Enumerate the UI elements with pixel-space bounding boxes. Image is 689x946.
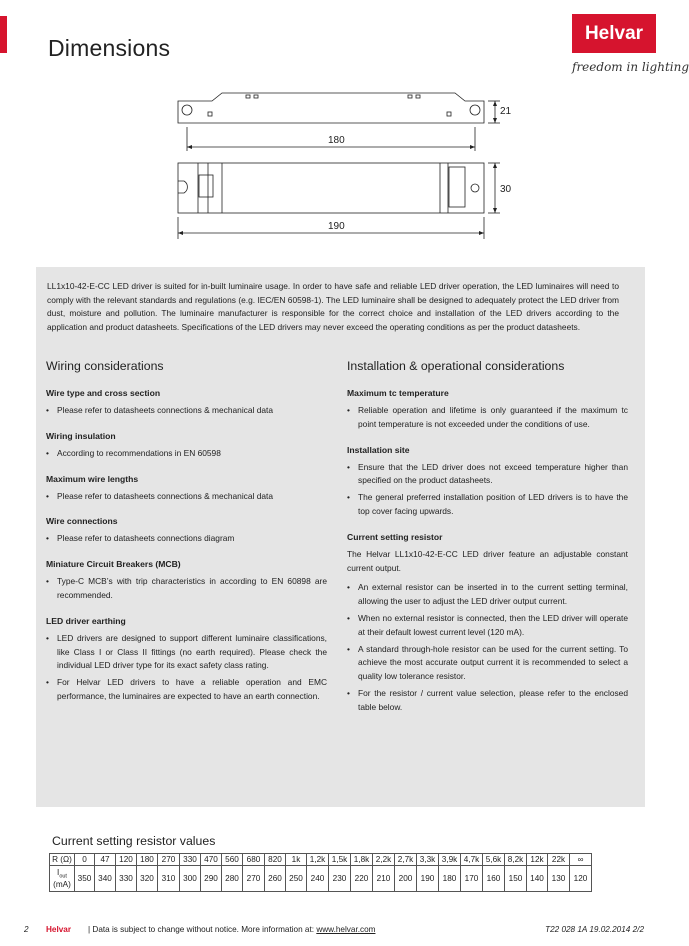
current-cell: 120 (570, 866, 592, 892)
current-cell: 330 (116, 866, 137, 892)
list-item: • Ensure that the LED driver does not exceed temperature higher than specified on the product datasheets. (347, 461, 628, 489)
dimension-width-inner-label: 180 (328, 135, 345, 146)
dimension-drawing (150, 85, 520, 245)
current-cell: 230 (329, 866, 351, 892)
resistance-cell: 8,2k (505, 854, 527, 866)
resistance-cell: 180 (137, 854, 158, 866)
current-cell: 220 (351, 866, 373, 892)
resistance-cell: 1,8k (351, 854, 373, 866)
resistance-cell: 12k (527, 854, 548, 866)
tc-temperature-heading: Maximum tc temperature (347, 388, 449, 398)
current-cell: 140 (527, 866, 548, 892)
resistance-cell: 120 (116, 854, 137, 866)
list-item: • Please refer to datasheets connections & mechanical data (46, 490, 327, 504)
earthing-heading: LED driver earthing (46, 615, 126, 626)
resistance-cell: 1k (286, 854, 307, 866)
resistance-cell: 270 (158, 854, 180, 866)
list-item: • An external resistor can be inserted in to the current setting terminal, allowing the user to adjust the LED driver output current. (347, 581, 628, 609)
dimension-height-label: 21 (500, 106, 512, 117)
resistor-table (49, 853, 592, 892)
resistance-cell: ∞ (570, 854, 592, 866)
resistance-label: R (Ω) (50, 854, 75, 866)
list-item: • Type-C MCB’s with trip characteristics in according to EN 60898 are recommended. (46, 575, 327, 603)
current-cell: 270 (243, 866, 265, 892)
resistance-cell: 2,2k (373, 854, 395, 866)
footer-note-text: | Data is subject to change without notice. More information at: (88, 925, 317, 934)
resistance-cell: 3,3k (417, 854, 439, 866)
resistance-cell: 2,7k (395, 854, 417, 866)
info-panel (36, 267, 645, 807)
footer-brand: Helvar (46, 925, 72, 934)
current-cell: 320 (137, 866, 158, 892)
current-label-unit: (mA) (53, 879, 71, 889)
current-cell: 150 (505, 866, 527, 892)
helvar-logo: Helvar (572, 14, 656, 53)
table-title: Current setting resistor values (52, 834, 216, 848)
mcb-heading: Miniature Circuit Breakers (MCB) (46, 559, 181, 570)
list-item: • The general preferred installation position of LED drivers is to have the top cover facing upwards. (347, 491, 628, 519)
current-cell: 170 (461, 866, 483, 892)
wire-type-heading: Wire type and cross section (46, 388, 161, 398)
resistance-cell: 0 (75, 854, 95, 866)
document-reference: T22 028 1A 19.02.2014 2/2 (545, 925, 644, 934)
installation-title: Installation & operational considerations (347, 359, 565, 373)
resistance-cell: 330 (180, 854, 201, 866)
list-item: • Please refer to datasheets connections diagram (46, 532, 327, 546)
list-item: • For Helvar LED drivers to have a reliable operation and EMC performance, the luminaires are expected to have an earth connection. (46, 676, 327, 704)
resistance-cell: 1,2k (307, 854, 329, 866)
resistance-cell: 820 (265, 854, 286, 866)
current-cell: 240 (307, 866, 329, 892)
logo-tagline: freedom in lighting (572, 60, 689, 74)
list-item: • A standard through-hole resistor can be used for the current setting. To achieve the most accurate output current it is recommended to select a quality low tolerance resistor. (347, 643, 628, 684)
resistance-cell: 680 (243, 854, 265, 866)
resistance-row (50, 854, 592, 866)
current-label-sub: out (59, 873, 67, 880)
list-item: • Reliable operation and lifetime is only guaranteed if the maximum tc point temperature is not exceeded under the conditions of use. (347, 404, 628, 432)
current-cell: 190 (417, 866, 439, 892)
list-item: • According to recommendations in EN 60598 (46, 447, 327, 461)
list-item: • For the resistor / current value selection, please refer to the enclosed table below. (347, 687, 628, 715)
current-cell: 310 (158, 866, 180, 892)
list-item: • LED drivers are designed to support different luminaire classifications, like Class I or Class II fittings (no earth required). Please check the individual LED driver type for its exact safety class rating. (46, 632, 327, 673)
wiring-column (46, 359, 327, 717)
dimension-width-outer-label: 190 (328, 221, 345, 232)
resistance-cell: 47 (95, 854, 116, 866)
installation-column (347, 359, 628, 728)
current-row (50, 866, 592, 892)
resistance-cell: 1,5k (329, 854, 351, 866)
dimension-depth-label: 30 (500, 184, 512, 195)
resistance-cell: 5,6k (483, 854, 505, 866)
current-cell: 210 (373, 866, 395, 892)
current-cell: 280 (222, 866, 243, 892)
current-cell: 130 (548, 866, 570, 892)
current-cell: 340 (95, 866, 116, 892)
intro-paragraph: LL1x10-42-E-CC LED driver is suited for in-built luminaire usage. In order to have safe and reliable LED driver operation, the LED luminaires will need to comply with the relevant standards and regulations (e.g. IEC/EN 60598-1). The LED luminaire shall be designed to adequately protect the LED driver from dust, moisture and pollution. The luminaire manufacturer is responsible for the correct choice and installation of the LED drivers according to the application and product datasheets. Specifications of the LED drivers may never exceed the operating conditions as per the product datasheets. (47, 281, 619, 333)
current-cell: 180 (439, 866, 461, 892)
installation-site-heading: Installation site (347, 444, 410, 455)
current-resistor-intro: The Helvar LL1x10-42-E-CC LED driver feature an adjustable constant current output. (347, 548, 628, 573)
current-cell: 250 (286, 866, 307, 892)
current-cell: 290 (201, 866, 222, 892)
current-label-main: I (57, 868, 60, 878)
page-title: Dimensions (48, 35, 171, 62)
current-cell: 300 (180, 866, 201, 892)
list-item: • Please refer to datasheets connections & mechanical data (46, 404, 327, 418)
helvar-website-link[interactable]: www.helvar.com (316, 925, 376, 934)
resistance-cell: 560 (222, 854, 243, 866)
resistance-cell: 470 (201, 854, 222, 866)
resistance-cell: 22k (548, 854, 570, 866)
resistance-cell: 4,7k (461, 854, 483, 866)
wire-connections-heading: Wire connections (46, 516, 118, 527)
current-resistor-heading: Current setting resistor (347, 531, 443, 542)
current-cell: 350 (75, 866, 95, 892)
resistance-cell: 3,9k (439, 854, 461, 866)
side-accent-bar (0, 16, 7, 53)
footer-note (88, 925, 375, 934)
wiring-title: Wiring considerations (46, 359, 164, 373)
current-cell: 200 (395, 866, 417, 892)
list-item: • When no external resistor is connected, then the LED driver will operate at their default lowest current level (120 mA). (347, 612, 628, 640)
wire-lengths-heading: Maximum wire lengths (46, 473, 139, 484)
wiring-insulation-heading: Wiring insulation (46, 430, 116, 441)
page-number: 2 (24, 925, 29, 934)
current-cell: 260 (265, 866, 286, 892)
current-cell: 160 (483, 866, 505, 892)
current-label (50, 866, 75, 892)
